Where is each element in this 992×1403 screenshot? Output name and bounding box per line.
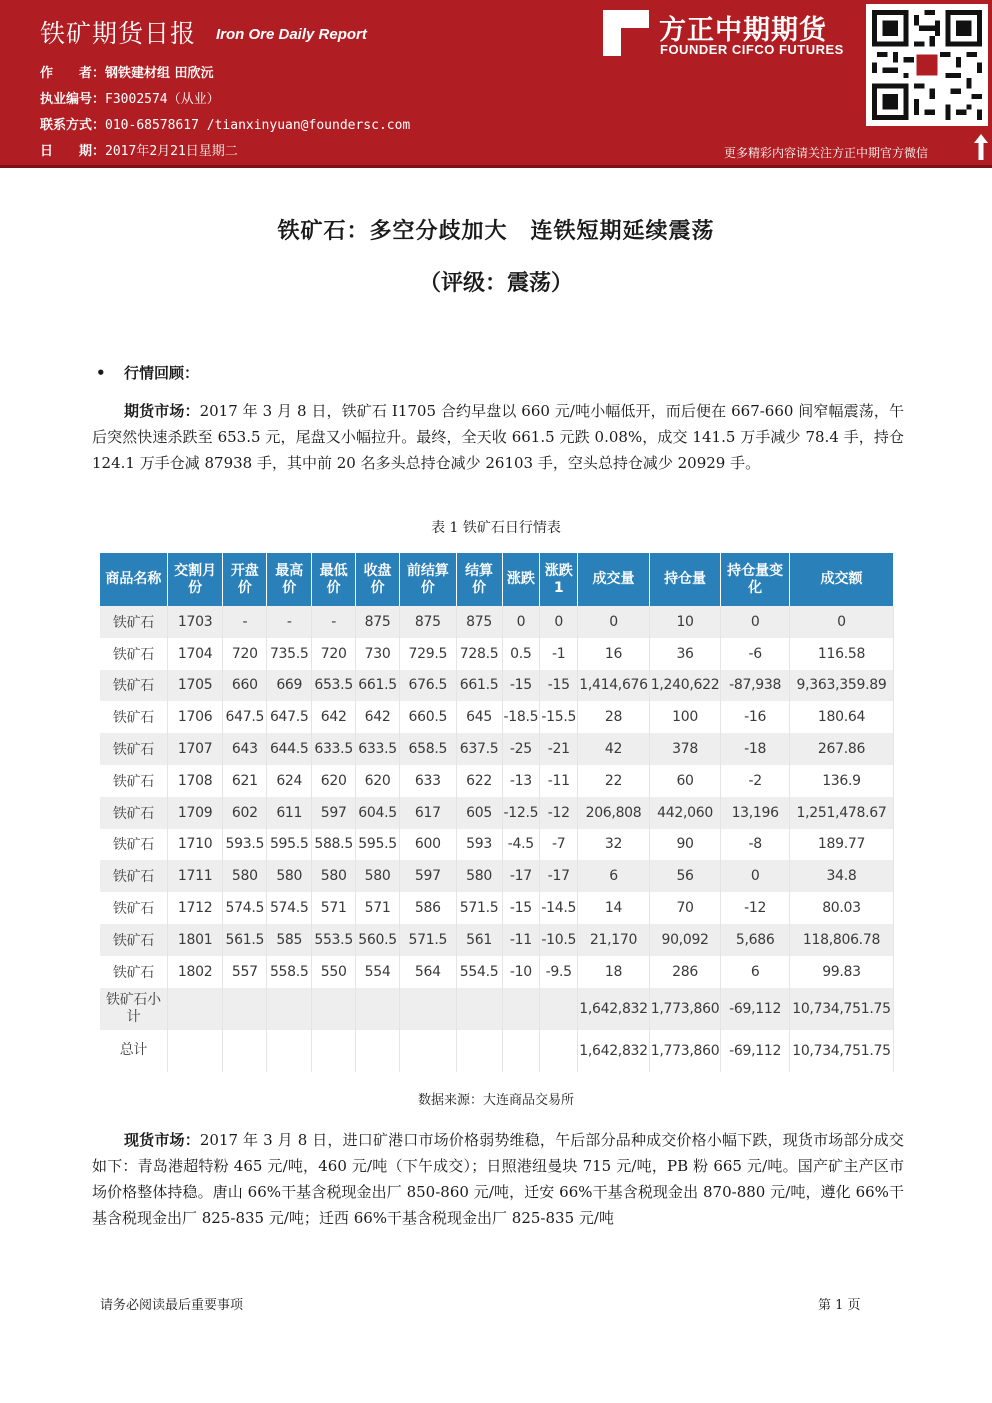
table-cell: -12.5 <box>502 797 540 829</box>
table-cell: -10 <box>502 956 540 988</box>
table-cell: 676.5 <box>400 670 457 702</box>
table-cell: -8 <box>721 829 790 861</box>
table-total-row <box>100 1030 894 1072</box>
table-cell <box>502 988 540 1030</box>
table-cell: 1,251,478.67 <box>789 797 893 829</box>
table-cell: -1 <box>540 638 578 670</box>
date-line <box>40 140 238 159</box>
column-header: 最高价 <box>267 553 312 606</box>
table-cell: 118,806.78 <box>789 924 893 956</box>
table-cell: 593 <box>456 829 502 861</box>
table-cell: 100 <box>649 701 721 733</box>
table-cell: 32 <box>578 829 650 861</box>
table-cell: 189.77 <box>789 829 893 861</box>
table-cell: 0.5 <box>502 638 540 670</box>
table-cell <box>456 1030 502 1072</box>
futures-market-paragraph <box>92 398 904 476</box>
table-cell: 34.8 <box>789 860 893 892</box>
table-cell: 620 <box>356 765 400 797</box>
table-row <box>100 733 894 765</box>
table-cell <box>312 988 356 1030</box>
table-cell: 643 <box>223 733 267 765</box>
column-header: 成交量 <box>578 553 650 606</box>
table-cell: 9,363,359.89 <box>789 670 893 702</box>
table-cell: 0 <box>789 606 893 638</box>
table-cell: 铁矿石 <box>100 701 167 733</box>
futures-market-lead: 期货市场： <box>124 402 200 420</box>
table-cell: 1,773,860 <box>649 988 721 1030</box>
table-cell <box>267 988 312 1030</box>
table-cell: -13 <box>502 765 540 797</box>
table-cell: 6 <box>721 956 790 988</box>
table-cell: 铁矿石 <box>100 797 167 829</box>
table-cell: 267.86 <box>789 733 893 765</box>
table-cell: 658.5 <box>400 733 457 765</box>
table-cell: 1711 <box>167 860 223 892</box>
table-cell: 70 <box>649 892 721 924</box>
table-cell: -15 <box>502 892 540 924</box>
table-cell: 602 <box>223 797 267 829</box>
table-cell: 378 <box>649 733 721 765</box>
column-header: 交割月份 <box>167 553 223 606</box>
table-cell: 669 <box>267 670 312 702</box>
author-label: 作 者： <box>40 66 106 81</box>
table-cell: 875 <box>356 606 400 638</box>
table-cell: 90 <box>649 829 721 861</box>
table-cell: 22 <box>578 765 650 797</box>
column-header: 商品名称 <box>100 553 167 606</box>
table-cell: 620 <box>312 765 356 797</box>
table-cell: 617 <box>400 797 457 829</box>
table-cell: 642 <box>356 701 400 733</box>
section-heading <box>96 362 199 383</box>
license-label: 执业编号： <box>40 92 106 107</box>
table-cell: 铁矿石 <box>100 956 167 988</box>
table-cell: 574.5 <box>223 892 267 924</box>
table-cell: 585 <box>267 924 312 956</box>
table-cell: 642 <box>312 701 356 733</box>
table-cell: 647.5 <box>267 701 312 733</box>
table-cell <box>400 988 457 1030</box>
header-divider <box>0 165 992 168</box>
table-cell <box>456 988 502 1030</box>
table-cell: 728.5 <box>456 638 502 670</box>
rating: （评级：震荡） <box>418 271 573 296</box>
table-cell: -25 <box>502 733 540 765</box>
table-cell: -15 <box>502 670 540 702</box>
table-row <box>100 765 894 797</box>
table-cell: 1704 <box>167 638 223 670</box>
contact-line <box>40 114 410 133</box>
table-cell: 14 <box>578 892 650 924</box>
report-header <box>0 0 992 165</box>
table-cell: 铁矿石 <box>100 829 167 861</box>
table-cell: 铁矿石 <box>100 924 167 956</box>
qr-code-icon <box>866 4 988 126</box>
table-cell: 116.58 <box>789 638 893 670</box>
table-cell: 80.03 <box>789 892 893 924</box>
table-cell: 16 <box>578 638 650 670</box>
table-cell: -2 <box>721 765 790 797</box>
table-cell <box>356 988 400 1030</box>
table-cell: -69,112 <box>721 1030 790 1072</box>
table-cell: 1,414,676 <box>578 670 650 702</box>
table-cell: -16 <box>721 701 790 733</box>
table-cell: 总计 <box>100 1030 167 1072</box>
table-cell: 铁矿石 <box>100 670 167 702</box>
table-cell: 1709 <box>167 797 223 829</box>
table-cell: - <box>223 606 267 638</box>
table-cell: 730 <box>356 638 400 670</box>
table-cell: 571 <box>312 892 356 924</box>
table-cell: 1801 <box>167 924 223 956</box>
table-cell: -9.5 <box>540 956 578 988</box>
table-cell: -4.5 <box>502 829 540 861</box>
license-value: F3002574（从业） <box>105 92 220 107</box>
table-cell <box>167 988 223 1030</box>
table-cell: 1703 <box>167 606 223 638</box>
table-cell: 550 <box>312 956 356 988</box>
iron-ore-daily-table <box>100 553 894 1072</box>
table-cell: 600 <box>400 829 457 861</box>
table-cell: -7 <box>540 829 578 861</box>
table-cell: 660.5 <box>400 701 457 733</box>
table-cell: 875 <box>400 606 457 638</box>
table-row <box>100 670 894 702</box>
table-cell <box>312 1030 356 1072</box>
table-cell: 10,734,751.75 <box>789 988 893 1030</box>
section-heading-text: 行情回顾： <box>124 364 200 382</box>
table-cell: 564 <box>400 956 457 988</box>
table-cell: 1708 <box>167 765 223 797</box>
table-cell: 660 <box>223 670 267 702</box>
table-cell: 561.5 <box>223 924 267 956</box>
table-cell: 90,092 <box>649 924 721 956</box>
table-cell: 653.5 <box>312 670 356 702</box>
report-subtitle: Iron Ore Daily Report <box>216 26 367 43</box>
table-cell: 580 <box>356 860 400 892</box>
table-cell: 36 <box>649 638 721 670</box>
table-cell: 622 <box>456 765 502 797</box>
table-cell: 661.5 <box>356 670 400 702</box>
table-cell: 624 <box>267 765 312 797</box>
table-cell: 铁矿石 <box>100 733 167 765</box>
table-cell: 56 <box>649 860 721 892</box>
table-cell: 595.5 <box>267 829 312 861</box>
table-row <box>100 924 894 956</box>
table-cell: -17 <box>540 860 578 892</box>
table-cell: 0 <box>721 606 790 638</box>
table-cell: 28 <box>578 701 650 733</box>
table-cell: 1,642,832 <box>578 988 650 1030</box>
table-cell: 42 <box>578 733 650 765</box>
table-cell: 554.5 <box>456 956 502 988</box>
author-line <box>40 62 214 81</box>
table-cell <box>540 988 578 1030</box>
wechat-note: 更多精彩内容请关注方正中期官方微信 <box>724 146 929 160</box>
column-header: 最低价 <box>312 553 356 606</box>
table-cell: 621 <box>223 765 267 797</box>
table-cell <box>502 1030 540 1072</box>
table-cell: 580 <box>312 860 356 892</box>
brand-logo <box>603 8 859 64</box>
table-cell: 571.5 <box>400 924 457 956</box>
table-cell <box>223 988 267 1030</box>
contact-label: 联系方式： <box>40 118 106 133</box>
column-header: 结算价 <box>456 553 502 606</box>
license-line <box>40 88 220 107</box>
column-header: 持仓量变化 <box>721 553 790 606</box>
footer-notice: 请务必阅读最后重要事项 <box>100 1298 244 1313</box>
table-body <box>100 606 894 1072</box>
table-cell: 10 <box>649 606 721 638</box>
table-cell: 647.5 <box>223 701 267 733</box>
table-caption: 表 1 铁矿石日行情表 <box>431 520 561 536</box>
arrow-up-icon <box>974 134 988 160</box>
table-cell: 661.5 <box>456 670 502 702</box>
futures-market-text: 2017 年 3 月 8 日，铁矿石 I1705 合约早盘以 660 元/吨小幅低开，而后便在 667-660 间窄幅震荡，午后突然快速杀跌至 653.5 元，尾盘又小幅拉升。最终，全天收 661.5 元跌 0.08%，成交 141.5 万手减少 78.4 手，持仓 124.1 万手仓减 87938 手，其中前 20 名多头总持仓减少 26103 手，空头总持仓减少 20929 手。 <box>92 402 904 472</box>
table-cell: 558.5 <box>267 956 312 988</box>
table-cell <box>267 1030 312 1072</box>
table-cell: 1802 <box>167 956 223 988</box>
table-cell: 611 <box>267 797 312 829</box>
table-cell: 1,773,860 <box>649 1030 721 1072</box>
table-cell: 557 <box>223 956 267 988</box>
table-cell: 597 <box>312 797 356 829</box>
table-cell: 593.5 <box>223 829 267 861</box>
table-source: 数据来源：大连商品交易所 <box>417 1093 574 1108</box>
table-cell: -10.5 <box>540 924 578 956</box>
table-cell: 5,686 <box>721 924 790 956</box>
table-cell: -6 <box>721 638 790 670</box>
column-header: 持仓量 <box>649 553 721 606</box>
table-cell: 10,734,751.75 <box>789 1030 893 1072</box>
table-row <box>100 860 894 892</box>
table-cell: -12 <box>540 797 578 829</box>
table-cell: -15 <box>540 670 578 702</box>
table-cell: 580 <box>267 860 312 892</box>
table-cell: 铁矿石 <box>100 638 167 670</box>
author-value: 钢铁建材组 田欣沅 <box>105 66 214 81</box>
table-cell: 铁矿石 <box>100 860 167 892</box>
table-cell: -14.5 <box>540 892 578 924</box>
table-cell: 605 <box>456 797 502 829</box>
table-cell: 1706 <box>167 701 223 733</box>
table-row <box>100 829 894 861</box>
table-row <box>100 701 894 733</box>
table-cell: 0 <box>578 606 650 638</box>
table-row <box>100 638 894 670</box>
table-cell: 637.5 <box>456 733 502 765</box>
table-cell: 0 <box>721 860 790 892</box>
table-cell: 21,170 <box>578 924 650 956</box>
table-cell: 铁矿石小计 <box>100 988 167 1030</box>
table-cell: 553.5 <box>312 924 356 956</box>
table-cell <box>223 1030 267 1072</box>
table-cell: 720 <box>223 638 267 670</box>
table-cell: 633.5 <box>312 733 356 765</box>
table-cell: 1705 <box>167 670 223 702</box>
table-cell <box>400 1030 457 1072</box>
table-cell: 571 <box>356 892 400 924</box>
table-cell: 6 <box>578 860 650 892</box>
table-cell: 铁矿石 <box>100 606 167 638</box>
column-header: 前结算价 <box>400 553 457 606</box>
table-cell: 597 <box>400 860 457 892</box>
date-value: 2017年2月21日星期二 <box>105 144 238 159</box>
table-cell: 729.5 <box>400 638 457 670</box>
table-cell: 554 <box>356 956 400 988</box>
brand-name-cn: 方正中期期货 <box>659 15 827 46</box>
table-cell: 286 <box>649 956 721 988</box>
table-cell: -11 <box>502 924 540 956</box>
table-cell: 561 <box>456 924 502 956</box>
table-cell: 13,196 <box>721 797 790 829</box>
table-subtotal-row <box>100 988 894 1030</box>
table-cell: 136.9 <box>789 765 893 797</box>
table-cell: 633 <box>400 765 457 797</box>
table-cell: 1,642,832 <box>578 1030 650 1072</box>
table-cell: 571.5 <box>456 892 502 924</box>
table-cell: 1712 <box>167 892 223 924</box>
table-cell: -21 <box>540 733 578 765</box>
table-cell: -12 <box>721 892 790 924</box>
table-cell: 99.83 <box>789 956 893 988</box>
table-cell: 18 <box>578 956 650 988</box>
table-cell: 560.5 <box>356 924 400 956</box>
brand-mark-icon <box>603 10 649 56</box>
table-cell: -69,112 <box>721 988 790 1030</box>
table-cell: 645 <box>456 701 502 733</box>
table-cell <box>167 1030 223 1072</box>
table-cell: 574.5 <box>267 892 312 924</box>
brand-name-en: FOUNDER CIFCO FUTURES <box>660 42 844 57</box>
table-cell: 580 <box>456 860 502 892</box>
spot-market-text: 2017 年 3 月 8 日，进口矿港口市场价格弱势维稳，午后部分品种成交价格小幅下跌，现货市场部分成交如下：青岛港超特粉 465 元/吨，460 元/吨（下午成交）；日照港纽曼块 715 元/吨，PB 粉 665 元/吨。国产矿主产区市场价格整体持稳。唐山 66%干基含税现金出厂 850-860 元/吨，迁安 66%干基含税现金出 870-880 元/吨，遵化 66%干基含税现金出厂 825-835 元/吨；迁西 66%干基含税现金出厂 825-835 元/吨 <box>92 1131 904 1227</box>
table-header-row <box>100 553 894 606</box>
column-header: 收盘价 <box>356 553 400 606</box>
table-cell: - <box>312 606 356 638</box>
spot-market-paragraph <box>92 1127 904 1231</box>
spot-market-lead: 现货市场： <box>124 1131 200 1149</box>
table-cell: -15.5 <box>540 701 578 733</box>
report-title: 铁矿期货日报 <box>40 19 197 48</box>
table-cell <box>540 1030 578 1072</box>
table-cell: 206,808 <box>578 797 650 829</box>
table-cell: 586 <box>400 892 457 924</box>
table-cell: 644.5 <box>267 733 312 765</box>
table-cell: -11 <box>540 765 578 797</box>
table-cell: -18 <box>721 733 790 765</box>
table-cell: 633.5 <box>356 733 400 765</box>
contact-value: 010-68578617 /tianxinyuan@foundersc.com <box>105 118 411 133</box>
report-headline: 铁矿石：多空分歧加大 连铁短期延续震荡 <box>277 219 715 244</box>
table-cell: 0 <box>540 606 578 638</box>
bullet-icon: • <box>96 364 106 382</box>
table-cell: 1710 <box>167 829 223 861</box>
table-row <box>100 892 894 924</box>
table-cell: 588.5 <box>312 829 356 861</box>
date-label: 日 期： <box>40 144 106 159</box>
table-cell: 60 <box>649 765 721 797</box>
table-cell: 595.5 <box>356 829 400 861</box>
table-cell <box>356 1030 400 1072</box>
table-cell: 0 <box>502 606 540 638</box>
table-row <box>100 956 894 988</box>
table-cell: - <box>267 606 312 638</box>
table-cell: 875 <box>456 606 502 638</box>
table-cell: 1707 <box>167 733 223 765</box>
column-header: 涨跌1 <box>540 553 578 606</box>
table-cell: 铁矿石 <box>100 765 167 797</box>
table-cell: -18.5 <box>502 701 540 733</box>
table-cell: 580 <box>223 860 267 892</box>
page-number: 第 1 页 <box>818 1298 861 1313</box>
table-cell: 604.5 <box>356 797 400 829</box>
table-cell: 720 <box>312 638 356 670</box>
table-row <box>100 606 894 638</box>
table-cell: -17 <box>502 860 540 892</box>
column-header: 开盘价 <box>223 553 267 606</box>
column-header: 成交额 <box>789 553 893 606</box>
table-cell: -87,938 <box>721 670 790 702</box>
column-header: 涨跌 <box>502 553 540 606</box>
table-cell: 180.64 <box>789 701 893 733</box>
table-cell: 735.5 <box>267 638 312 670</box>
table-cell: 1,240,622 <box>649 670 721 702</box>
table-cell: 铁矿石 <box>100 892 167 924</box>
table-row <box>100 797 894 829</box>
table-cell: 442,060 <box>649 797 721 829</box>
